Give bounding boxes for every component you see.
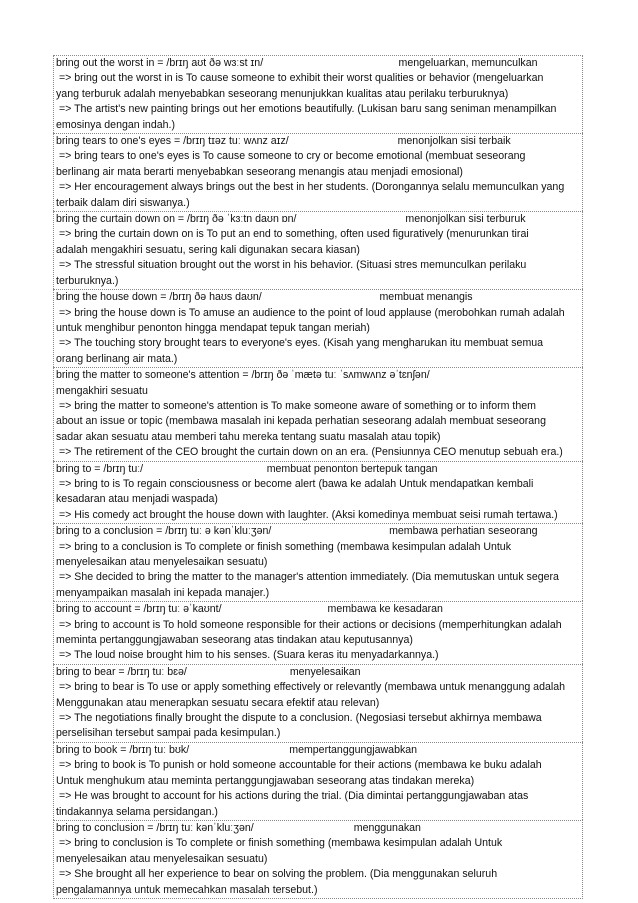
entry-text-line: yang terburuk adalah menyebabkan seseorang menunjukkan kualitas atau perilaku terburuknya) [56, 87, 509, 100]
entry-headword-line: bring the matter to someone's attention = /brɪŋ ðə ˈmætə tuː ˈsʌmwʌnz əˈtɛnʃən/ [56, 369, 430, 382]
entry-text-line: => bring to is To regain consciousness or become alert (bawa ke adalah Untuk mendapatkan kembali [56, 477, 534, 490]
vocab-entry [53, 133, 583, 211]
entry-text-line: terbaik dalam diri siswanya.) [56, 196, 190, 209]
entry-text-line: emosinya dengan indah.) [56, 118, 175, 131]
vocab-entry [53, 55, 583, 133]
entry-text-line: => bring to conclusion is To complete or finish something (membawa kesimpulan adalah Untuk [56, 837, 503, 850]
entry-text-line: Menggunakan atau menerapkan sesuatu secara efektif atau relevan) [56, 696, 380, 709]
entry-text-line: mengakhiri sesuatu [56, 384, 148, 397]
vocab-entry [53, 742, 583, 820]
entry-text-line: perselisihan tersebut sampai pada kesimpulan.) [56, 727, 281, 740]
entry-text-line: menyampaikan masalah ini kepada manajer.) [56, 586, 270, 599]
vocabulary-sheet [53, 55, 583, 899]
entry-text-line: pengalamannya untuk memecahkan masalah tersebut.) [56, 883, 318, 896]
entry-text-line: => He was brought to account for his actions during the trial. (Dia dimintai pertanggungjawaban atas [56, 790, 529, 803]
entry-headword-line: bring tears to one's eyes = /brɪŋ tɪəz tuː wʌnz aɪz/ menonjolkan sisi terbaik [56, 135, 511, 148]
entry-headword-line: bring to a conclusion = /brɪŋ tuː ə kənˈkluːʒən/ membawa perhatian seseorang [56, 525, 538, 538]
entry-text-line: about an issue or topic (membawa masalah ini kepada perhatian seseorang adalah membuat seseorang [56, 415, 546, 428]
entry-headword-line: bring out the worst in = /brɪŋ aʊt ðə wɜːst ɪn/ mengeluarkan, memunculkan [56, 57, 538, 69]
entry-headword-line: bring to account = /brɪŋ tuː əˈkaʊnt/ membawa ke kesadaran [56, 603, 443, 616]
entry-text-line: => bring to bear is To use or apply something effectively or relevantly (membawa untuk menanggung adalah [56, 681, 565, 694]
entry-headword-line: bring the curtain down on = /brɪŋ ðə ˈkɜːtn daʊn ɒn/ menonjolkan sisi terburuk [56, 213, 526, 226]
entry-text-line: kesadaran atau menjadi waspada) [56, 493, 218, 506]
entry-text-line: => The artist's new painting brings out her emotions beautifully. (Lukisan baru sang seniman menampilkan [56, 103, 557, 116]
entry-text-line: berlinang air mata berarti menyebabkan seseorang menangis atau menjadi emosional) [56, 165, 463, 178]
entry-text-line: menyelesaikan atau menyelesaikan sesuatu) [56, 852, 268, 865]
entry-headword-line: bring to book = /brɪŋ tuː bʊk/ mempertanggungjawabkan [56, 743, 418, 756]
entry-text-line: => bring to book is To punish or hold someone accountable for their actions (membawa ke buku adalah [56, 759, 542, 772]
entry-text-line: terburuknya.) [56, 274, 119, 287]
entry-text-line: adalah mengakhiri sesuatu, sering kali digunakan secara kiasan) [56, 243, 360, 256]
entry-text-line: tindakannya selama persidangan.) [56, 805, 218, 818]
entry-headword-line: bring to bear = /brɪŋ tuː bɛə/ menyelesaikan [56, 665, 361, 678]
entry-text-line: => bring the house down is To amuse an audience to the point of loud applause (merobohkan rumah adalah [56, 306, 565, 319]
entry-text-line: => bring the matter to someone's attention is To make someone aware of something or to inform them [56, 399, 536, 412]
vocab-entry [53, 289, 583, 367]
entry-text-line: => bring to account is To hold someone responsible for their actions or decisions (memperhitungkan adalah [56, 618, 562, 631]
vocab-entry [53, 664, 583, 742]
entry-text-line: => The stressful situation brought out the worst in his behavior. (Situasi stres memunculkan perilaku [56, 259, 527, 272]
entry-headword-line: bring to conclusion = /brɪŋ tuː kənˈkluːʒən/ menggunakan [56, 821, 421, 834]
entry-text-line: Untuk menghukum atau meminta pertanggungjawaban seseorang atas tindakan mereka) [56, 774, 475, 787]
entry-text-line: => She brought all her experience to bear on solving the problem. (Dia menggunakan seluruh [56, 868, 498, 881]
entry-text-line: => bring tears to one's eyes is To cause someone to cry or become emotional (membuat seseorang [56, 150, 526, 163]
vocab-entry [53, 523, 583, 601]
entry-text-line: menyelesaikan atau menyelesaikan sesuatu) [56, 556, 268, 568]
entry-headword-line: bring to = /brɪŋ tuː/ membuat penonton bertepuk tangan [56, 462, 438, 475]
entry-text-line: untuk menghibur penonton hingga mendapat tepuk tangan meriah) [56, 321, 370, 334]
vocab-entry [53, 601, 583, 664]
entry-headword-line: bring the house down = /brɪŋ ðə haʊs daʊn/ membuat menangis [56, 291, 473, 304]
entry-text-line: meminta pertanggungjawaban seseorang atas tindakan atau keputusannya) [56, 634, 413, 647]
entry-text-line: => bring the curtain down on is To put an end to something, often used figuratively (menurunkan tirai [56, 228, 529, 241]
entry-text-line: => Her encouragement always brings out the best in her students. (Dorongannya selalu memunculkan yang [56, 181, 565, 194]
vocab-entry [53, 461, 583, 524]
vocab-entry [53, 367, 583, 460]
entry-text-line: => She decided to bring the matter to the manager's attention immediately. (Dia memutuskan untuk segera [56, 571, 559, 584]
vocab-entry [53, 211, 583, 289]
entry-text-line: orang berlinang air mata.) [56, 352, 178, 365]
entry-text-line: => bring to a conclusion is To complete or finish something (membawa kesimpulan adalah Untuk [56, 540, 511, 553]
vocab-entry [53, 820, 583, 899]
entry-text-line: => The negotiations finally brought the dispute to a conclusion. (Negosiasi tersebut akhirnya membawa [56, 712, 542, 725]
entry-text-line: => The retirement of the CEO brought the curtain down on an era. (Pensiunnya CEO menutup sebuah era.) [56, 446, 563, 459]
entry-text-line: => The touching story brought tears to everyone's eyes. (Kisah yang mengharukan itu membuat semua [56, 337, 544, 350]
entry-text-line: => The loud noise brought him to his senses. (Suara keras itu menyadarkannya.) [56, 649, 439, 662]
entry-text-line: => His comedy act brought the house down with laughter. (Aksi komedinya membuat seisi rumah tertawa.) [56, 508, 558, 521]
entry-text-line: sadar akan sesuatu atau memberi tahu mereka tentang suatu masalah atau topik) [56, 430, 441, 443]
entry-text-line: => bring out the worst in is To cause someone to exhibit their worst qualities or behavior (mengeluarkan [56, 72, 544, 85]
